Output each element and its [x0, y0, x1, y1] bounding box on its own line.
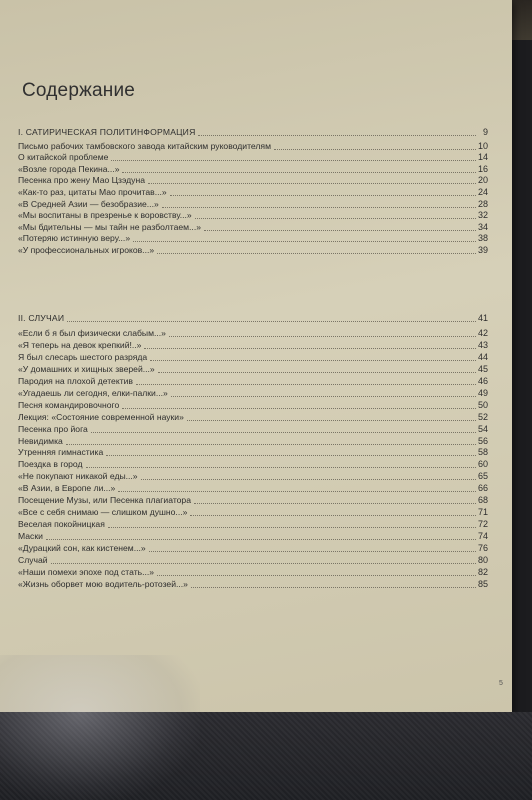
- dot-leader: [191, 586, 476, 588]
- dot-leader: [91, 431, 476, 433]
- toc-entry-page: 76: [477, 543, 488, 554]
- plastic-wrap: [0, 655, 200, 800]
- toc-entry-page: 71: [477, 507, 488, 518]
- toc-entry-page: 44: [477, 351, 488, 362]
- toc-entry-title: «Мы воспитаны в презренье к воровству...»: [18, 210, 192, 221]
- toc-entry-page: 32: [477, 210, 488, 221]
- toc-entry-page: 42: [477, 327, 488, 338]
- dot-leader: [187, 419, 476, 421]
- toc-section-page: 9: [482, 127, 488, 137]
- toc-entry-title: Невидимка: [18, 435, 63, 446]
- toc-entry-title: «Потеряю истинную веру...»: [18, 233, 131, 244]
- dot-leader: [106, 454, 476, 456]
- toc-entry-page: 82: [477, 566, 488, 577]
- toc-entry-title: «Жизнь оборвет мою водитель-ротозей...»: [18, 578, 188, 589]
- dot-leader: [198, 134, 476, 136]
- toc-entry-page: 66: [477, 483, 488, 494]
- toc-entry-title: Песня командировочного: [18, 399, 120, 410]
- toc-entry-title: «Все с себя снимаю — слишком душно...»: [18, 507, 188, 518]
- toc-entry-page: 28: [477, 198, 488, 209]
- page-number: 5: [499, 680, 503, 687]
- toc-entry-title: «Как-то раз, цитаты Мао прочитав...»: [18, 187, 167, 197]
- dot-leader: [51, 562, 476, 564]
- dot-leader: [157, 252, 476, 254]
- toc-entry-title: Лекция: «Состояние современной науки»: [18, 411, 184, 422]
- dot-leader: [122, 407, 476, 409]
- dot-leader: [194, 502, 476, 504]
- dot-leader: [66, 443, 476, 445]
- toc-entry-page: 34: [477, 221, 488, 232]
- toc-entry-title: Я был слесарь шестого разряда: [18, 351, 148, 362]
- dot-leader: [157, 574, 476, 576]
- toc-entry-page: 52: [477, 411, 488, 422]
- toc-entry-title: Случай: [18, 555, 48, 565]
- toc-entry-title: «В Азии, в Европе ли...»: [18, 483, 116, 494]
- dot-leader: [144, 347, 476, 349]
- toc-entry-page: 74: [477, 531, 488, 542]
- toc-entry-title: «Мы бдительны — мы тайн не разболтаем...»: [18, 221, 201, 232]
- toc-entry-page: 49: [477, 387, 488, 398]
- toc-entry: [18, 243, 488, 256]
- toc-entry-title: Песенка про жену Мао Цзэдуна: [18, 175, 145, 186]
- toc-entry-title: «В Средней Азии — безобразие...»: [18, 198, 159, 209]
- toc-entry-title: Маски: [18, 531, 43, 542]
- toc-entry-page: 60: [477, 459, 488, 470]
- toc-entry-title: «Наши помехи эпохе под стать...»: [18, 566, 155, 577]
- toc-entry: [18, 577, 488, 590]
- toc-entry-page: 46: [477, 375, 488, 386]
- toc-entry-page: 20: [477, 175, 488, 186]
- dot-leader: [171, 395, 476, 397]
- dot-leader: [149, 550, 476, 552]
- toc-entry-page: 16: [477, 163, 488, 174]
- toc-entry-page: 45: [477, 363, 488, 374]
- toc-entry-title: Поездка в город: [18, 459, 83, 470]
- toc-entry-title: Посещение Музы, или Песенка плагиатора: [18, 495, 191, 506]
- toc-entry-page: 38: [477, 233, 488, 244]
- dot-leader: [67, 320, 476, 322]
- dot-leader: [86, 466, 476, 468]
- toc-entry-page: 14: [477, 152, 488, 163]
- toc-entry-page: 68: [477, 495, 488, 506]
- toc-entry-title: «Не покупают никакой еды...»: [18, 471, 138, 482]
- toc-entry-page: 72: [477, 519, 488, 530]
- toc-entry-page: 54: [477, 423, 488, 434]
- toc-entry-page: 85: [477, 578, 488, 589]
- toc-entry-page: 24: [477, 187, 488, 197]
- dot-leader: [169, 335, 476, 337]
- toc-section-title: I. САТИРИЧЕСКАЯ ПОЛИТИНФОРМАЦИЯ: [18, 127, 196, 137]
- toc-entry-title: «У профессиональных игроков...»: [18, 245, 155, 255]
- dot-leader: [118, 490, 476, 492]
- toc-entry-page: 10: [477, 140, 488, 151]
- toc-entry-page: 43: [477, 339, 488, 350]
- toc-entry-page: 39: [477, 245, 488, 255]
- toc-entry-title: Веселая покойницкая: [18, 519, 105, 530]
- toc-entry-title: Утренняя гимнастика: [18, 447, 104, 458]
- toc-entry-page: 80: [477, 555, 488, 565]
- toc-entry-title: Пародия на плохой детектив: [18, 375, 133, 386]
- toc-entry-title: Письмо рабочих тамбовского завода китайским руководителям: [18, 140, 271, 151]
- toc-entry-title: «Если б я был физически слабым...»: [18, 327, 166, 338]
- toc-entry-title: «Я теперь на девок крепкий!..»: [18, 339, 142, 350]
- toc-entry-title: «Угадаешь ли сегодня, елки-палки...»: [18, 387, 168, 398]
- dot-leader: [46, 538, 476, 540]
- toc-entry-page: 50: [477, 399, 488, 410]
- toc-section: [18, 125, 488, 138]
- toc-section: [18, 311, 488, 324]
- dot-leader: [136, 383, 476, 385]
- toc-entry-title: «У домашних и хищных зверей...»: [18, 363, 155, 374]
- dot-leader: [158, 371, 476, 373]
- dot-leader: [141, 478, 476, 480]
- toc-section-title: II. СЛУЧАИ: [18, 313, 65, 323]
- dot-leader: [108, 526, 476, 528]
- toc-entry-title: Песенка про йога: [18, 423, 88, 434]
- toc-entry-title: «Дурацкий сон, как кистенем...»: [18, 543, 146, 554]
- toc-entry-title: О китайской проблеме: [18, 152, 109, 163]
- dot-leader: [190, 514, 476, 516]
- toc-section-page: 41: [477, 313, 488, 323]
- page-heading: Содержание: [22, 80, 136, 101]
- toc-entry-page: 65: [477, 471, 488, 482]
- toc-entry-page: 58: [477, 447, 488, 458]
- toc-entry-title: «Возле города Пекина...»: [18, 163, 120, 174]
- toc-entry-page: 56: [477, 435, 488, 446]
- dot-leader: [150, 359, 476, 361]
